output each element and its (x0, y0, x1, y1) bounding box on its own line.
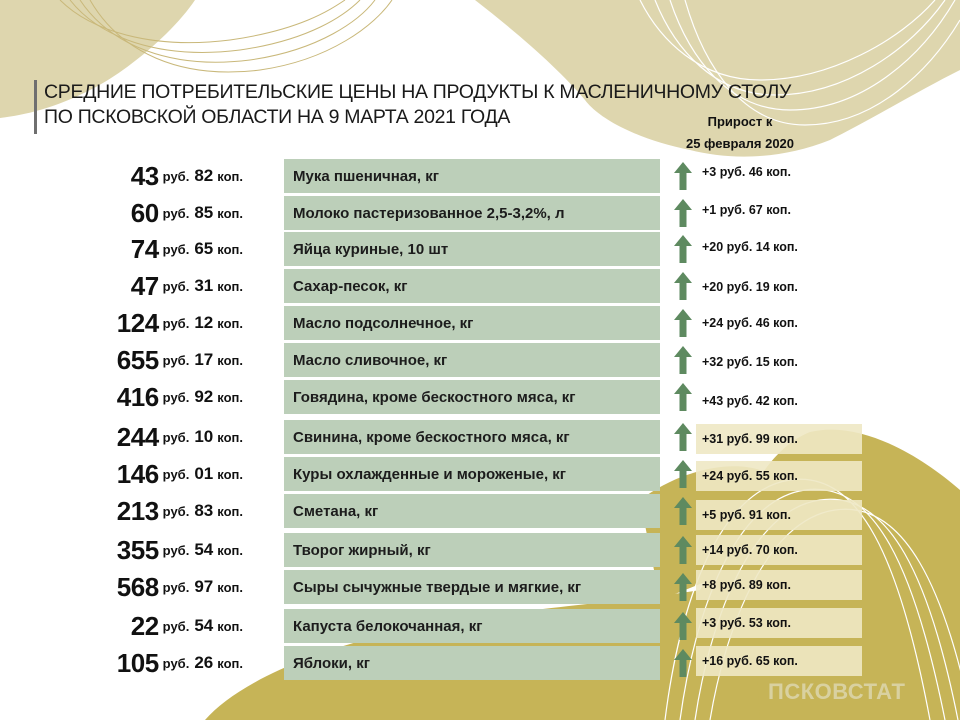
price-rubles: 416 (116, 381, 159, 412)
price-value (117, 380, 248, 414)
price-value (117, 306, 248, 340)
price-rubles: 568 (116, 571, 159, 602)
rub-unit: руб. (162, 618, 190, 634)
product-label: Яйца куриные, 10 шт (284, 232, 660, 266)
price-rubles: 213 (116, 495, 159, 526)
table-row (0, 533, 960, 567)
price-increase: +43 руб. 42 коп. (702, 394, 798, 408)
price-increase: +5 руб. 91 коп. (696, 500, 862, 530)
price-rubles: 22 (130, 610, 159, 641)
product-label: Говядина, кроме бескостного мяса, кг (284, 380, 660, 414)
arrow-up-icon (674, 162, 692, 190)
table-row (0, 457, 960, 491)
price-increase: +20 руб. 19 коп. (702, 280, 798, 294)
table-row (0, 306, 960, 340)
price-kopecks: 82 (194, 166, 214, 185)
product-label: Молоко пастеризованное 2,5-3,2%, л (284, 196, 660, 230)
price-rubles: 244 (116, 421, 159, 452)
product-label: Свинина, кроме бескостного мяса, кг (284, 420, 660, 454)
price-increase: +16 руб. 65 коп. (696, 646, 862, 676)
arrow-up-icon (674, 649, 692, 677)
product-label: Сметана, кг (284, 494, 660, 528)
price-increase: +20 руб. 14 коп. (702, 240, 798, 254)
delta-column-header (660, 111, 820, 155)
price-kopecks: 01 (194, 464, 214, 483)
kop-unit: коп. (217, 352, 243, 368)
price-value (131, 269, 248, 303)
arrow-up-icon (674, 235, 692, 263)
product-label: Масло сливочное, кг (284, 343, 660, 377)
title-accent-bar (34, 80, 37, 134)
price-increase: +24 руб. 46 коп. (702, 316, 798, 330)
arrow-up-icon (674, 460, 692, 488)
rub-unit: руб. (162, 352, 190, 368)
delta-header-line-2: 25 февраля 2020 (685, 136, 795, 151)
kop-unit: коп. (217, 466, 243, 482)
rub-unit: руб. (162, 429, 190, 445)
product-label: Мука пшеничная, кг (284, 159, 660, 193)
price-increase: +3 руб. 46 коп. (702, 165, 791, 179)
arrow-up-icon (674, 309, 692, 337)
product-label: Яблоки, кг (284, 646, 660, 680)
price-increase: +24 руб. 55 коп. (696, 461, 862, 491)
arrow-up-icon (674, 497, 692, 525)
table-row (0, 269, 960, 303)
arrow-up-icon (674, 573, 692, 601)
price-rubles: 146 (116, 458, 159, 489)
price-rubles: 74 (130, 233, 159, 264)
price-increase: +31 руб. 99 коп. (696, 424, 862, 454)
table-row (0, 343, 960, 377)
kop-unit: коп. (217, 655, 243, 671)
kop-unit: коп. (217, 579, 243, 595)
page-title-line-2: ПО ПСКОВСКОЙ ОБЛАСТИ НА 9 МАРТА 2021 ГОДА (44, 106, 511, 128)
price-rubles: 43 (130, 160, 159, 191)
price-kopecks: 54 (194, 540, 214, 559)
kop-unit: коп. (217, 315, 243, 331)
table-row (0, 380, 960, 414)
table-row (0, 570, 960, 604)
kop-unit: коп. (217, 205, 243, 221)
price-rubles: 105 (116, 647, 159, 678)
rub-unit: руб. (162, 466, 190, 482)
price-value (117, 343, 248, 377)
price-value (117, 494, 248, 528)
price-kopecks: 65 (194, 239, 214, 258)
price-value (131, 196, 248, 230)
price-kopecks: 31 (194, 276, 214, 295)
product-label: Масло подсолнечное, кг (284, 306, 660, 340)
price-increase: +14 руб. 70 коп. (696, 535, 862, 565)
brand-logo-text: ПСКОВСТАТ (768, 679, 906, 704)
price-kopecks: 17 (194, 350, 214, 369)
product-label: Сахар-песок, кг (284, 269, 660, 303)
price-kopecks: 26 (194, 653, 214, 672)
price-value (117, 457, 248, 491)
price-rubles: 124 (116, 307, 159, 338)
kop-unit: коп. (217, 241, 243, 257)
arrow-up-icon (674, 423, 692, 451)
price-rubles: 47 (130, 270, 159, 301)
price-rubles: 60 (130, 197, 159, 228)
kop-unit: коп. (217, 618, 243, 634)
kop-unit: коп. (217, 389, 243, 405)
kop-unit: коп. (217, 278, 243, 294)
price-kopecks: 97 (194, 577, 214, 596)
price-increase: +8 руб. 89 коп. (696, 570, 862, 600)
price-kopecks: 83 (194, 501, 214, 520)
kop-unit: коп. (217, 168, 243, 184)
price-value (131, 159, 248, 193)
table-row (0, 646, 960, 680)
price-value (117, 570, 248, 604)
rub-unit: руб. (162, 241, 190, 257)
product-label: Капуста белокочанная, кг (284, 609, 660, 643)
rub-unit: руб. (162, 278, 190, 294)
price-increase: +32 руб. 15 коп. (702, 355, 798, 369)
rub-unit: руб. (162, 389, 190, 405)
table-row (0, 609, 960, 643)
rub-unit: руб. (162, 503, 190, 519)
arrow-up-icon (674, 383, 692, 411)
product-label: Сыры сычужные твердые и мягкие, кг (284, 570, 660, 604)
product-label: Творог жирный, кг (284, 533, 660, 567)
page-title-line-1: СРЕДНИЕ ПОТРЕБИТЕЛЬСКИЕ ЦЕНЫ НА ПРОДУКТЫ К МАСЛЕНИЧНОМУ СТОЛУ (44, 81, 792, 103)
table-row (0, 159, 960, 193)
price-value (131, 609, 248, 643)
price-rubles: 655 (116, 344, 159, 375)
price-kopecks: 10 (194, 427, 214, 446)
table-row (0, 232, 960, 266)
arrow-up-icon (674, 536, 692, 564)
price-value (117, 533, 248, 567)
rub-unit: руб. (162, 542, 190, 558)
delta-header-line-1: Прирост к (707, 114, 773, 129)
table-row (0, 420, 960, 454)
price-kopecks: 85 (194, 203, 214, 222)
price-kopecks: 54 (194, 616, 214, 635)
rub-unit: руб. (162, 205, 190, 221)
table-row (0, 494, 960, 528)
price-value (117, 646, 248, 680)
arrow-up-icon (674, 199, 692, 227)
product-label: Куры охлажденные и мороженые, кг (284, 457, 660, 491)
rub-unit: руб. (162, 655, 190, 671)
rub-unit: руб. (162, 168, 190, 184)
arrow-up-icon (674, 272, 692, 300)
rub-unit: руб. (162, 315, 190, 331)
price-increase: +1 руб. 67 коп. (702, 203, 791, 217)
rub-unit: руб. (162, 579, 190, 595)
arrow-up-icon (674, 612, 692, 640)
price-value (131, 232, 248, 266)
kop-unit: коп. (217, 429, 243, 445)
price-kopecks: 92 (194, 387, 214, 406)
table-row (0, 196, 960, 230)
kop-unit: коп. (217, 503, 243, 519)
price-value (117, 420, 248, 454)
kop-unit: коп. (217, 542, 243, 558)
price-kopecks: 12 (194, 313, 214, 332)
price-increase: +3 руб. 53 коп. (696, 608, 862, 638)
arrow-up-icon (674, 346, 692, 374)
price-rubles: 355 (116, 534, 159, 565)
